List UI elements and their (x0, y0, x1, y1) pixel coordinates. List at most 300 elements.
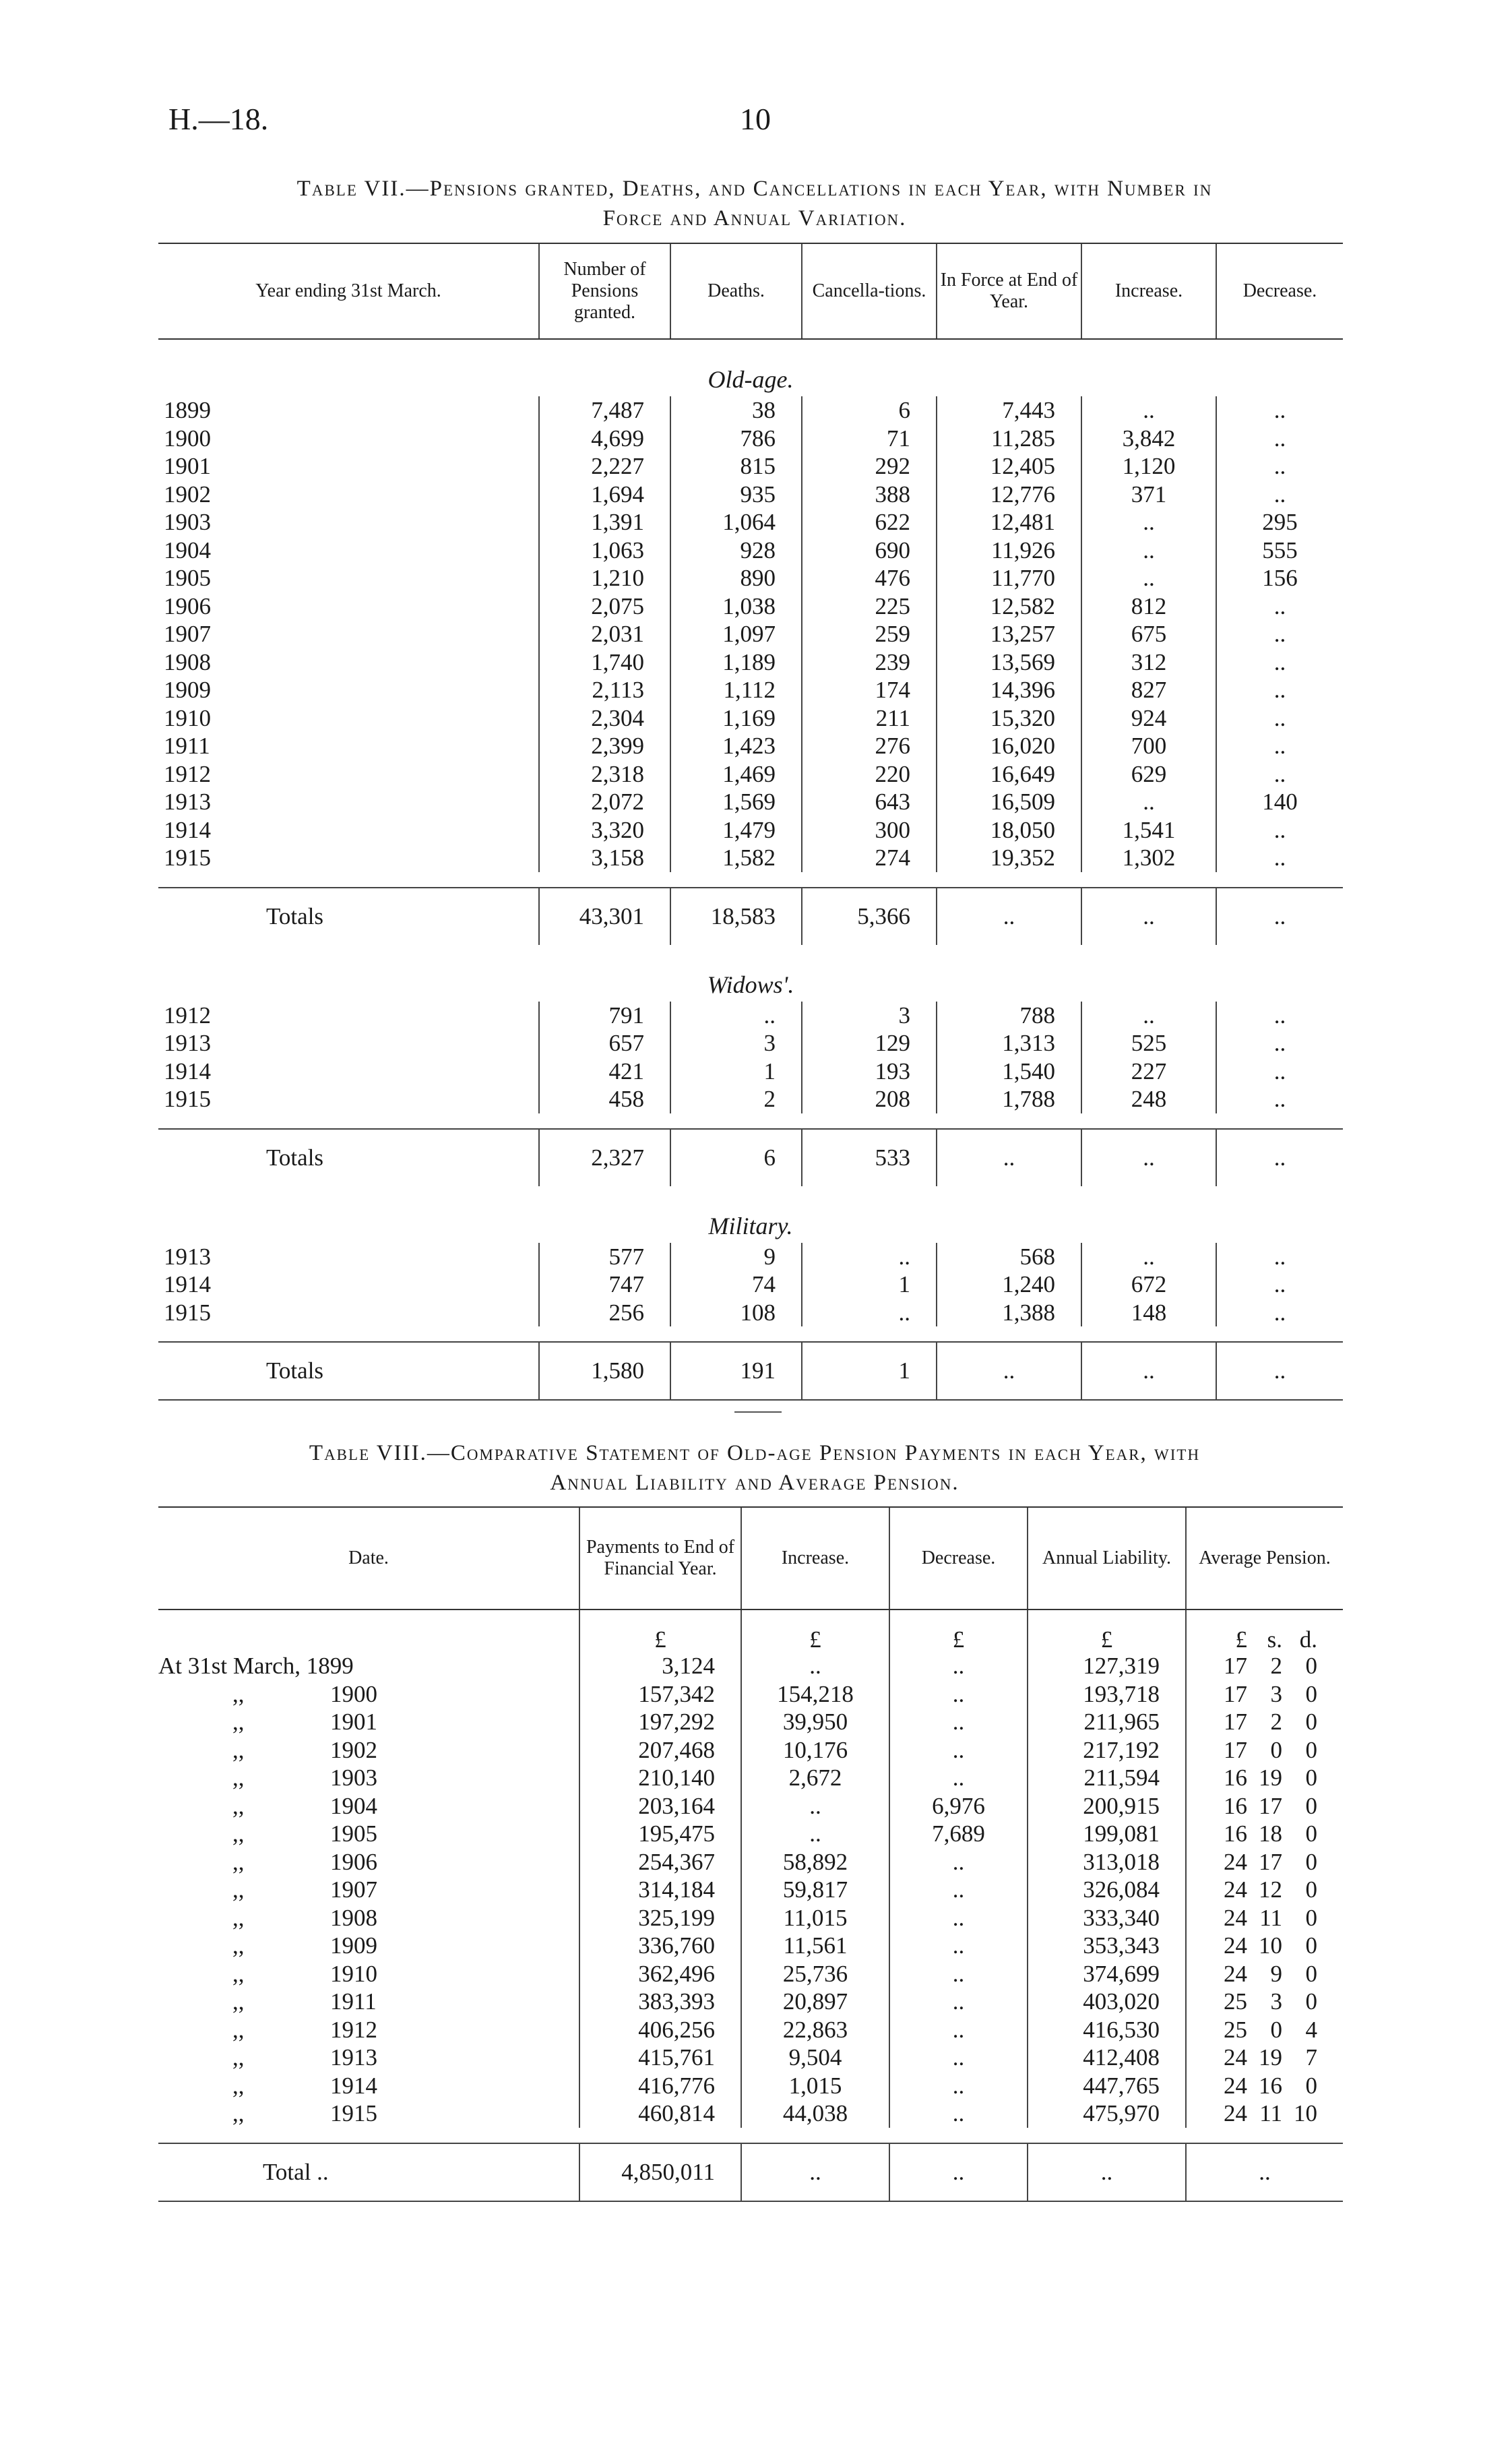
deaths-cell: 1,038 (670, 592, 802, 621)
year-cell (158, 732, 539, 760)
average-part: 19 (1259, 1765, 1282, 1791)
average-part: 0 (1305, 1960, 1317, 1987)
in-force-cell: 16,509 (937, 788, 1081, 816)
cancellations-cell: 300 (802, 816, 937, 845)
year-value: 1915 (164, 1086, 211, 1112)
section-title: Old-age. (707, 366, 794, 393)
table-row (158, 1848, 1343, 1876)
increase-cell: 924 (1081, 704, 1216, 733)
increase-cell: .. (1081, 508, 1216, 537)
deaths-cell: 1,469 (670, 760, 802, 789)
cancellations-cell: 220 (802, 760, 937, 789)
increase-cell: 11,561 (741, 1932, 889, 1960)
deaths-cell: 1,097 (670, 620, 802, 648)
liability-cell: 211,594 (1028, 1764, 1186, 1792)
average-part: 3 (1270, 1988, 1282, 2015)
average-part: 0 (1305, 1848, 1317, 1875)
increase-cell: .. (1081, 396, 1216, 425)
table-row (158, 508, 1343, 537)
granted-cell: 2,075 (539, 592, 670, 621)
totals-increase: .. (1081, 888, 1216, 945)
decrease-cell: 140 (1216, 788, 1343, 816)
payments-cell: 3,124 (579, 1652, 741, 1680)
in-force-cell: 12,582 (937, 592, 1081, 621)
decrease-cell: .. (889, 2072, 1028, 2100)
average-part: 17 (1224, 1653, 1247, 1679)
table-row (158, 1988, 1343, 2016)
deaths-cell: 1,112 (670, 676, 802, 704)
t7-col-year: Year ending 31st March. (158, 243, 539, 339)
in-force-cell: 1,540 (937, 1058, 1081, 1086)
granted-cell: 2,304 (539, 704, 670, 733)
table8-payments (158, 1506, 1343, 2202)
in-force-cell: 11,285 (937, 425, 1081, 453)
table-row (158, 732, 1343, 760)
increase-cell: 248 (1081, 1085, 1216, 1113)
increase-cell: 3,842 (1081, 425, 1216, 453)
average-part: 9 (1270, 1960, 1282, 1987)
in-force-cell: 19,352 (937, 844, 1081, 872)
decrease-cell: .. (1216, 704, 1343, 733)
spacer-row (158, 872, 1343, 888)
decrease-cell: .. (889, 1652, 1028, 1680)
average-part: 17 (1259, 1792, 1282, 1819)
t7-body (158, 339, 1343, 1400)
year-value: 1912 (164, 760, 211, 787)
table8-caption (155, 1438, 1354, 1498)
average-cell (1186, 2099, 1343, 2128)
decrease-cell: .. (889, 1736, 1028, 1765)
year-value: 1905 (164, 565, 211, 591)
t7-col-in-force: In Force at End of Year. (937, 243, 1081, 339)
year-value: 1908 (164, 648, 211, 675)
liability-cell: 200,915 (1028, 1792, 1186, 1820)
table-row (158, 2044, 1343, 2072)
table-row (158, 1932, 1343, 1960)
year-value: 1914 (164, 816, 211, 843)
table-row (158, 1904, 1343, 1932)
average-cell (1186, 1792, 1343, 1820)
table-row (158, 676, 1343, 704)
date-cell: ,, 1906 (232, 1848, 377, 1875)
average-part: 11 (1259, 2100, 1282, 2126)
year-cell (158, 1058, 539, 1086)
section-title-row (158, 339, 1343, 396)
date-year: 1905 (330, 1820, 377, 1847)
liability-cell: 193,718 (1028, 1680, 1186, 1709)
decrease-cell: .. (889, 1960, 1028, 1988)
increase-cell: 827 (1081, 676, 1216, 704)
cancellations-cell: 239 (802, 648, 937, 677)
payments-cell: 336,760 (579, 1932, 741, 1960)
deaths-cell: 1,569 (670, 788, 802, 816)
deaths-cell: 108 (670, 1299, 802, 1327)
average-part: 16 (1224, 1792, 1247, 1819)
decrease-cell: .. (1216, 732, 1343, 760)
increase-cell: .. (1081, 564, 1216, 592)
payments-cell: 416,776 (579, 2072, 741, 2100)
t8-col-increase: Increase. (741, 1507, 889, 1610)
decrease-cell: .. (1216, 620, 1343, 648)
average-part: 0 (1270, 2016, 1282, 2043)
average-part: 0 (1305, 1765, 1317, 1791)
totals-average: .. (1186, 2143, 1343, 2201)
date-cell: ,, 1905 (232, 1820, 377, 1847)
granted-cell: 3,158 (539, 844, 670, 872)
table-row (158, 704, 1343, 733)
liability-cell: 326,084 (1028, 1876, 1186, 1904)
in-force-cell: 12,405 (937, 452, 1081, 481)
totals-decrease: .. (1216, 888, 1343, 945)
payments-cell: 195,475 (579, 1820, 741, 1848)
cancellations-cell: 3 (802, 1002, 937, 1030)
date-year: 1911 (330, 1988, 377, 2015)
liability-cell: 211,965 (1028, 1708, 1186, 1736)
increase-cell: 227 (1081, 1058, 1216, 1086)
granted-cell: 421 (539, 1058, 670, 1086)
cancellations-cell: 129 (802, 1029, 937, 1058)
decrease-cell: .. (889, 1708, 1028, 1736)
year-value: 1907 (164, 621, 211, 647)
cancellations-cell: 208 (802, 1085, 937, 1113)
section-title: Military. (708, 1212, 793, 1239)
unit-avg_d: d. (1299, 1626, 1317, 1653)
year-value: 1914 (164, 1271, 211, 1297)
year-cell (158, 1085, 539, 1113)
increase-cell: 1,541 (1081, 816, 1216, 845)
payments-cell: 203,164 (579, 1792, 741, 1820)
average-part: 0 (1305, 1792, 1317, 1819)
granted-cell: 791 (539, 1002, 670, 1030)
year-cell (158, 788, 539, 816)
date-year: 1906 (330, 1848, 377, 1875)
cancellations-cell: 71 (802, 425, 937, 453)
date-year: 1909 (330, 1932, 377, 1959)
increase-cell: 371 (1081, 481, 1216, 509)
year-cell (158, 1002, 539, 1030)
year-cell (158, 508, 539, 537)
table-row (158, 1243, 1343, 1271)
decrease-cell: .. (1216, 1085, 1343, 1113)
year-value: 1904 (164, 537, 211, 563)
totals-label: Totals (158, 1342, 539, 1400)
average-part: 24 (1224, 1904, 1247, 1931)
in-force-cell: 13,257 (937, 620, 1081, 648)
table-row (158, 1820, 1343, 1848)
payments-cell: 157,342 (579, 1680, 741, 1709)
in-force-cell: 1,240 (937, 1270, 1081, 1299)
liability-cell: 374,699 (1028, 1960, 1186, 1988)
decrease-cell: .. (1216, 1299, 1343, 1327)
table-row (158, 1085, 1343, 1113)
granted-cell: 2,031 (539, 620, 670, 648)
increase-cell: .. (741, 1820, 889, 1848)
decrease-cell: 555 (1216, 537, 1343, 565)
unit-decrease: £ (889, 1610, 1028, 1652)
units-row (158, 1610, 1343, 1652)
average-part: 0 (1305, 2072, 1317, 2099)
average-cell (1186, 1736, 1343, 1765)
table-row (158, 760, 1343, 789)
payments-cell: 460,814 (579, 2099, 741, 2128)
average-part: 4 (1305, 2016, 1317, 2043)
table-row (158, 564, 1343, 592)
decrease-cell: .. (889, 1680, 1028, 1709)
payments-cell: 362,496 (579, 1960, 741, 1988)
totals-in-force: .. (937, 1342, 1081, 1400)
date-cell: ,, 1903 (232, 1765, 377, 1791)
increase-cell: .. (741, 1792, 889, 1820)
year-cell (158, 564, 539, 592)
decrease-cell: .. (1216, 1270, 1343, 1299)
average-part: 19 (1259, 2044, 1282, 2071)
decrease-cell: .. (889, 2044, 1028, 2072)
increase-cell: 700 (1081, 732, 1216, 760)
spacer-row (158, 1326, 1343, 1342)
table7-pensions (158, 243, 1343, 1401)
average-cell (1186, 1988, 1343, 2016)
decrease-cell: .. (1216, 1002, 1343, 1030)
in-force-cell: 16,649 (937, 760, 1081, 789)
average-part: 0 (1305, 1680, 1317, 1707)
date-year: 1910 (330, 1960, 377, 1987)
t7-col-decrease: Decrease. (1216, 243, 1343, 339)
payments-cell: 254,367 (579, 1848, 741, 1876)
unit-avg_s: s. (1267, 1626, 1282, 1653)
increase-cell: 22,863 (741, 2016, 889, 2044)
t7-col-deaths: Deaths. (670, 243, 802, 339)
average-cell (1186, 1652, 1343, 1680)
t7-col-increase: Increase. (1081, 243, 1216, 339)
spacer-cell (158, 1113, 1343, 1129)
year-value: 1909 (164, 677, 211, 703)
increase-cell: 629 (1081, 760, 1216, 789)
average-part: 0 (1270, 1736, 1282, 1763)
section-title: Widows'. (707, 971, 794, 998)
increase-cell: 39,950 (741, 1708, 889, 1736)
in-force-cell: 11,770 (937, 564, 1081, 592)
average-cell (1186, 1764, 1343, 1792)
average-part: 17 (1224, 1680, 1247, 1707)
granted-cell: 1,694 (539, 481, 670, 509)
table-row (158, 537, 1343, 565)
date-cell: ,, 1912 (232, 2016, 377, 2043)
totals-granted: 2,327 (539, 1129, 670, 1186)
deaths-cell: 1,189 (670, 648, 802, 677)
granted-cell: 657 (539, 1029, 670, 1058)
cancellations-cell: 225 (802, 592, 937, 621)
increase-cell: 312 (1081, 648, 1216, 677)
decrease-cell: 295 (1216, 508, 1343, 537)
average-part: 17 (1224, 1709, 1247, 1735)
date-year: 1908 (330, 1904, 377, 1931)
table-row (158, 2016, 1343, 2044)
unit-payments: £ (579, 1610, 741, 1652)
increase-cell: 154,218 (741, 1680, 889, 1709)
payments-cell: 406,256 (579, 2016, 741, 2044)
spacer-row (158, 1113, 1343, 1129)
date-cell: ,, 1911 (232, 1988, 377, 2015)
deaths-cell: .. (670, 1002, 802, 1030)
cancellations-cell: 1 (802, 1270, 937, 1299)
granted-cell: 4,699 (539, 425, 670, 453)
increase-cell: .. (1081, 1243, 1216, 1271)
decrease-cell: .. (889, 1876, 1028, 1904)
year-cell (158, 816, 539, 845)
in-force-cell: 1,313 (937, 1029, 1081, 1058)
table-row (158, 1299, 1343, 1327)
increase-cell: 25,736 (741, 1960, 889, 1988)
increase-cell: 2,672 (741, 1764, 889, 1792)
table-row (158, 620, 1343, 648)
year-value: 1913 (164, 789, 211, 815)
in-force-cell: 7,443 (937, 396, 1081, 425)
increase-cell: 1,120 (1081, 452, 1216, 481)
liability-cell: 475,970 (1028, 2099, 1186, 2128)
deaths-cell: 786 (670, 425, 802, 453)
date-year: 1912 (330, 2016, 377, 2043)
year-value: 1903 (164, 509, 211, 535)
year-value: 1900 (164, 425, 211, 452)
cancellations-cell: 274 (802, 844, 937, 872)
liability-cell: 333,340 (1028, 1904, 1186, 1932)
granted-cell: 1,740 (539, 648, 670, 677)
date-cell: ,, 1902 (232, 1736, 377, 1763)
cancellations-cell: 476 (802, 564, 937, 592)
date-prefix: At 31st March, (158, 1653, 301, 1679)
totals-row (158, 888, 1343, 945)
liability-cell: 127,319 (1028, 1652, 1186, 1680)
increase-cell: 44,038 (741, 2099, 889, 2128)
date-cell: ,, 1907 (232, 1876, 377, 1903)
totals-increase: .. (741, 2143, 889, 2201)
cancellations-cell: 388 (802, 481, 937, 509)
average-part: 24 (1224, 2072, 1247, 2099)
totals-deaths: 6 (670, 1129, 802, 1186)
table-row (158, 452, 1343, 481)
table-row (158, 816, 1343, 845)
date-year: 1903 (330, 1765, 377, 1791)
cancellations-cell: 690 (802, 537, 937, 565)
table-row (158, 481, 1343, 509)
year-value: 1913 (164, 1030, 211, 1056)
year-value: 1915 (164, 1299, 211, 1326)
date-year: 1913 (330, 2044, 377, 2071)
date-year: 1901 (330, 1709, 377, 1735)
in-force-cell: 18,050 (937, 816, 1081, 845)
table7-caption (155, 174, 1354, 233)
average-part: 3 (1270, 1680, 1282, 1707)
granted-cell: 2,399 (539, 732, 670, 760)
date-cell: ,, 1900 (232, 1680, 377, 1707)
table-row (158, 2072, 1343, 2100)
deaths-cell: 1,064 (670, 508, 802, 537)
unit-avg_l: £ (1235, 1626, 1247, 1653)
increase-cell: 525 (1081, 1029, 1216, 1058)
t8-body (158, 1610, 1343, 2201)
t7-col-granted: Number of Pensions granted. (539, 243, 670, 339)
date-cell: ,, 1901 (232, 1709, 377, 1735)
average-cell (1186, 2072, 1343, 2100)
decrease-cell: .. (1216, 760, 1343, 789)
average-cell (1186, 1904, 1343, 1932)
average-cell (1186, 1848, 1343, 1876)
liability-cell: 447,765 (1028, 2072, 1186, 2100)
liability-cell: 403,020 (1028, 1988, 1186, 2016)
unit-average (1186, 1610, 1343, 1652)
granted-cell: 256 (539, 1299, 670, 1327)
increase-cell: 1,015 (741, 2072, 889, 2100)
decrease-cell: .. (889, 2016, 1028, 2044)
table-row (158, 1058, 1343, 1086)
totals-decrease: .. (1216, 1342, 1343, 1400)
granted-cell: 2,318 (539, 760, 670, 789)
average-part: 0 (1305, 1876, 1317, 1903)
totals-label: Totals (158, 888, 539, 945)
deaths-cell: 1,169 (670, 704, 802, 733)
average-cell (1186, 2016, 1343, 2044)
separator-rule (734, 1411, 782, 1413)
average-part: 24 (1224, 1876, 1247, 1903)
decrease-cell: 6,976 (889, 1792, 1028, 1820)
in-force-cell: 12,776 (937, 481, 1081, 509)
year-cell (158, 620, 539, 648)
deaths-cell: 928 (670, 537, 802, 565)
average-part: 0 (1305, 1904, 1317, 1931)
average-part: 12 (1259, 1876, 1282, 1903)
average-cell (1186, 1960, 1343, 1988)
average-cell (1186, 1820, 1343, 1848)
liability-cell: 353,343 (1028, 1932, 1186, 1960)
totals-liability: .. (1028, 2143, 1186, 2201)
payments-cell: 314,184 (579, 1876, 741, 1904)
table-row (158, 648, 1343, 677)
date-cell (158, 1652, 579, 1680)
average-part: 24 (1224, 2044, 1247, 2071)
totals-increase: .. (1081, 1342, 1216, 1400)
granted-cell: 3,320 (539, 816, 670, 845)
payments-cell: 415,761 (579, 2044, 741, 2072)
payments-cell: 210,140 (579, 1764, 741, 1792)
unit-liability: £ (1028, 1610, 1186, 1652)
page-number: 10 (740, 102, 771, 136)
year-value: 1912 (164, 1002, 211, 1029)
t8-col-date: Date. (158, 1507, 579, 1610)
date-cell: ,, 1904 (232, 1792, 377, 1819)
cancellations-cell: .. (802, 1299, 937, 1327)
average-part: 17 (1259, 1848, 1282, 1875)
average-part: 0 (1305, 1932, 1317, 1959)
totals-deaths: 18,583 (670, 888, 802, 945)
table-row (158, 1680, 1343, 1709)
average-part: 0 (1305, 1988, 1317, 2015)
decrease-cell: .. (889, 1848, 1028, 1876)
deaths-cell: 38 (670, 396, 802, 425)
payments-cell: 325,199 (579, 1904, 741, 1932)
table7-caption-line1: Table VII.—Pensions granted, Deaths, and Cancellations in each Year, with Number in (296, 177, 1213, 201)
table-row (158, 1002, 1343, 1030)
totals-cancellations: 533 (802, 1129, 937, 1186)
table-row (158, 1792, 1343, 1820)
totals-in-force: .. (937, 1129, 1081, 1186)
totals-granted: 43,301 (539, 888, 670, 945)
decrease-cell: .. (889, 2099, 1028, 2128)
granted-cell: 1,391 (539, 508, 670, 537)
payments-cell: 383,393 (579, 1988, 741, 2016)
table-row (158, 1764, 1343, 1792)
average-part: 24 (1224, 2100, 1247, 2126)
year-value: 1911 (164, 733, 210, 759)
